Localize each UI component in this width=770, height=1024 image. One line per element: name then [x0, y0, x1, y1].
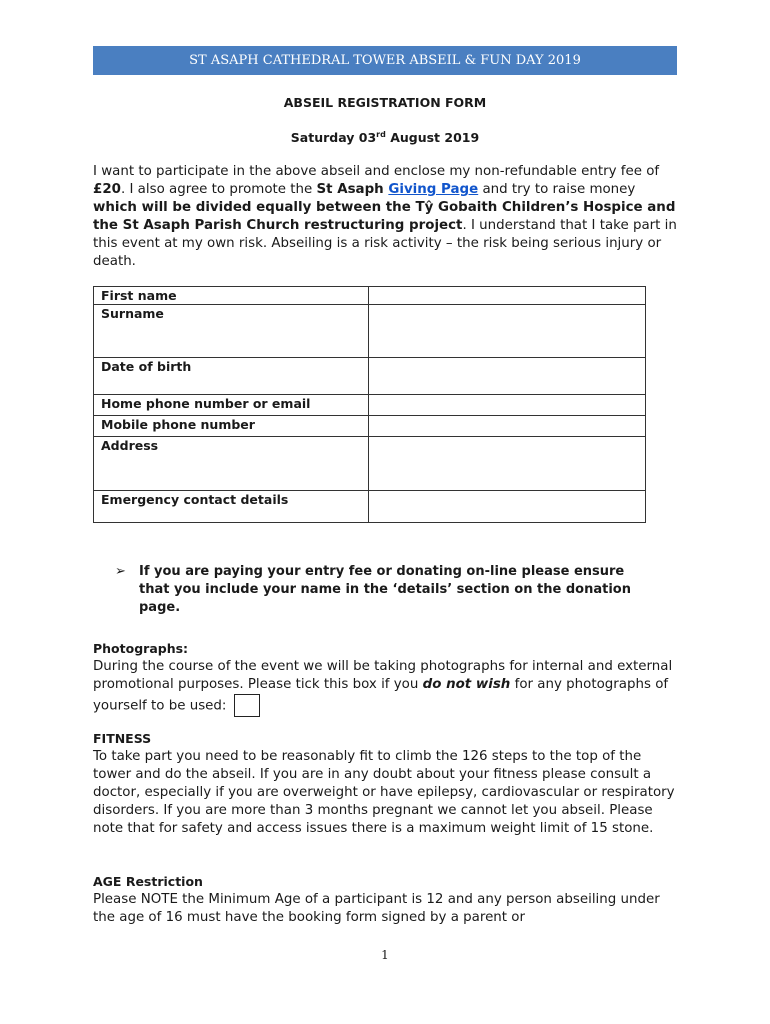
- date-suffix: rd: [376, 130, 386, 139]
- registration-table: [93, 286, 646, 523]
- age-heading: AGE Restriction: [93, 874, 203, 889]
- fitness-text: To take part you need to be reasonably fit to climb the 126 steps to the top of the tower and do the abseil. If you are in any doubt about your fitness please consult a doctor, especially if you are overweight or have epilepsy, cardiovascular or respiratory disorders. If you are more than 3 months pregnant we cannot let you abseil. Please note that for safety and access issues there is a maximum weight limit of 15 stone.: [93, 749, 675, 836]
- field-label: Address: [94, 437, 369, 491]
- mobile-phone-field[interactable]: [369, 416, 646, 437]
- intro-text-1: I want to participate in the above abseil and enclose my non-refundable entry fee of: [93, 164, 660, 179]
- date-of-birth-field[interactable]: [369, 358, 646, 395]
- fitness-section: [93, 730, 683, 838]
- address-field[interactable]: [369, 437, 646, 491]
- photographs-text: [93, 658, 683, 717]
- intro-paragraph: [93, 163, 683, 271]
- giving-page-link[interactable]: Giving Page: [388, 182, 479, 197]
- first-name-field[interactable]: [369, 287, 646, 305]
- intro-text-4: . I understand that I take part in this event at my own risk. Abseiling is a risk activity – the risk being serious injury or death.: [93, 218, 677, 269]
- field-label: Emergency contact details: [94, 491, 369, 523]
- online-payment-note: [115, 563, 655, 617]
- table-row: [94, 395, 646, 416]
- page-number: 1: [381, 948, 389, 962]
- table-row: [94, 358, 646, 395]
- field-label: Home phone number or email: [94, 395, 369, 416]
- photo-opt-out-checkbox[interactable]: [234, 694, 260, 717]
- home-phone-email-field[interactable]: [369, 395, 646, 416]
- table-row: [94, 491, 646, 523]
- photographs-section: [93, 640, 683, 717]
- st-asaph-label: St Asaph: [316, 182, 389, 197]
- table-row: [94, 437, 646, 491]
- header-banner: ST ASAPH CATHEDRAL TOWER ABSEIL & FUN DAY 2019: [93, 46, 677, 75]
- form-title: ABSEIL REGISTRATION FORM: [283, 95, 487, 110]
- event-date: [93, 130, 677, 145]
- field-label: Date of birth: [94, 358, 369, 395]
- table-row: [94, 416, 646, 437]
- fund-purpose: which will be divided equally between the Tŷ Gobaith Children’s Hospice and the St Asaph Parish Church restructuring project: [93, 200, 676, 233]
- surname-field[interactable]: [369, 305, 646, 358]
- arrow-bullet-icon: ➢: [115, 564, 126, 579]
- intro-text-3: and try to raise money: [478, 182, 636, 197]
- intro-text-2: . I also agree to promote the: [120, 182, 317, 197]
- entry-fee: £20: [93, 182, 121, 197]
- photographs-heading: Photographs:: [93, 641, 189, 656]
- field-label: Surname: [94, 305, 369, 358]
- age-restriction-section: [93, 873, 683, 927]
- photos-text-2: for any photographs of yourself to be used:: [93, 677, 669, 714]
- date-rest: August 2019: [385, 130, 480, 146]
- date-prefix: Saturday 03: [290, 130, 377, 146]
- table-row: [94, 305, 646, 358]
- photos-emphasis: do not wish: [422, 677, 511, 692]
- online-payment-text: If you are paying your entry fee or donating on-line please ensure that you include your name in the ‘details’ section on the donation page.: [139, 564, 631, 615]
- table-row: [94, 287, 646, 305]
- age-text: Please NOTE the Minimum Age of a participant is 12 and any person abseiling under the age of 16 must have the booking form signed by a parent or: [93, 892, 660, 925]
- field-label: Mobile phone number: [94, 416, 369, 437]
- field-label: First name: [94, 287, 369, 305]
- fitness-heading: FITNESS: [93, 731, 152, 746]
- emergency-contact-field[interactable]: [369, 491, 646, 523]
- photos-text-1: During the course of the event we will be taking photographs for internal and external promotional purposes. Please tick this box if you: [93, 659, 673, 692]
